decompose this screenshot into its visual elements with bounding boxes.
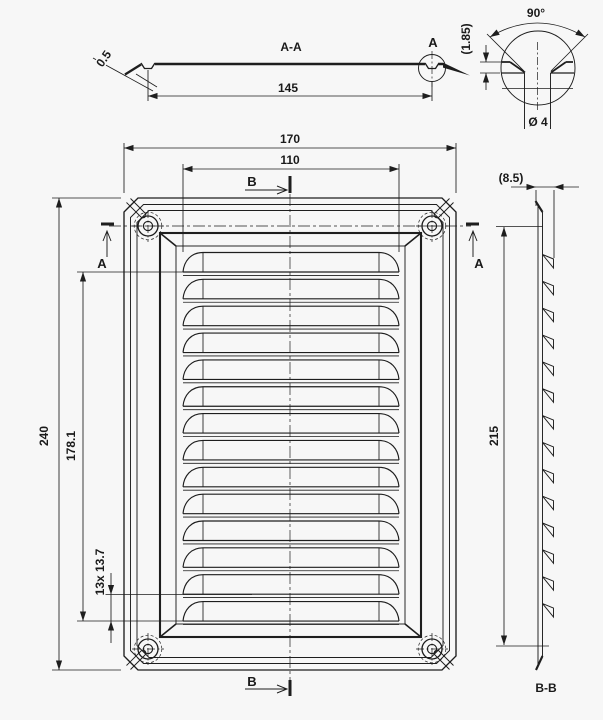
louver-end-curve xyxy=(183,521,399,541)
dimension-arrowhead xyxy=(483,53,489,63)
sheet-thickness-dimension: (1.85) xyxy=(459,23,473,55)
louver-end-curve xyxy=(183,253,399,273)
louver xyxy=(183,333,399,353)
louver xyxy=(183,575,399,595)
front-view xyxy=(37,132,484,696)
louver-tooth xyxy=(543,550,554,564)
louver xyxy=(183,494,399,514)
louver-tooth xyxy=(543,496,554,510)
section-b-marker-bottom: B xyxy=(247,674,257,689)
panel-bevel-outer xyxy=(160,233,421,637)
louver-span-dimension: 178.1 xyxy=(64,430,78,462)
countersink-angle-dimension: 90° xyxy=(526,6,546,20)
section-bb-view xyxy=(487,171,579,695)
louver-tooth xyxy=(543,523,554,537)
louver xyxy=(183,279,399,299)
dimension-arrowhead xyxy=(56,661,62,671)
louver-tooth xyxy=(543,442,554,456)
louver-array xyxy=(183,253,399,625)
dimension-arrowhead xyxy=(80,272,86,282)
overall-height-dimension: 240 xyxy=(37,425,51,447)
louver-tooth xyxy=(543,604,554,618)
louver xyxy=(183,360,399,380)
dimension-arrowhead xyxy=(483,73,489,83)
dimension-arrowhead xyxy=(183,166,193,172)
overall-width-dimension: 170 xyxy=(279,132,301,146)
section-aa-label: A-A xyxy=(280,40,302,54)
hole-pitch-dimension: 215 xyxy=(487,425,501,447)
detail-marker-label: A xyxy=(428,35,438,50)
louver-end-curve xyxy=(183,387,399,407)
louver-tooth xyxy=(543,308,554,322)
dimension-arrowhead xyxy=(447,145,457,151)
louver-end-curve xyxy=(183,333,399,353)
dimension-arrowhead xyxy=(501,636,507,646)
section-a-marker-left: A xyxy=(97,256,107,271)
louver-end-curve xyxy=(183,467,399,487)
inner-width-dimension: 110 xyxy=(280,153,300,167)
detail-a-view xyxy=(459,6,588,129)
profile-edge-wedge xyxy=(443,63,470,76)
louver-end-curve xyxy=(183,440,399,460)
louver-tooth xyxy=(543,469,554,483)
louver-end-curve xyxy=(183,494,399,514)
profile-face-lines xyxy=(538,204,543,667)
louver xyxy=(183,602,399,622)
louver-tooth xyxy=(543,389,554,403)
thickness-dimension: 0.5 xyxy=(93,47,115,70)
louver xyxy=(183,414,399,434)
louver-pitch-dimension: 13x 13.7 xyxy=(93,548,107,596)
louver-end-curve xyxy=(183,279,399,299)
section-bb-label: B-B xyxy=(535,681,557,695)
louver-end-curve xyxy=(183,602,399,622)
louver xyxy=(183,253,399,273)
louver-tooth xyxy=(543,281,554,295)
dimension-arrowhead xyxy=(80,612,86,622)
louver xyxy=(183,440,399,460)
louver-tooth xyxy=(543,335,554,349)
louver xyxy=(183,306,399,326)
hole-diameter-dimension: Ø 4 xyxy=(528,115,548,129)
louver-end-curve xyxy=(183,360,399,380)
louver-tooth xyxy=(543,362,554,376)
louver-tooth xyxy=(543,577,554,591)
louver xyxy=(183,467,399,487)
dimension-arrowhead xyxy=(423,93,433,99)
dimension-arrowhead xyxy=(488,29,499,39)
profile-depth-dimension: (8.5) xyxy=(498,171,524,185)
louver-teeth xyxy=(543,255,554,618)
dimension-arrowhead xyxy=(56,198,62,208)
dimension-arrows xyxy=(56,29,587,693)
section-a-marker-right: A xyxy=(474,256,484,271)
louver xyxy=(183,387,399,407)
louver xyxy=(183,548,399,568)
louver-tooth xyxy=(543,416,554,430)
louver-end-curve xyxy=(183,414,399,434)
dimension-arrowhead xyxy=(124,145,134,151)
louver-end-curve xyxy=(183,306,399,326)
dimension-arrowhead xyxy=(108,621,114,631)
louver-tooth xyxy=(543,255,554,269)
section-aa-view xyxy=(93,35,470,101)
louver-end-curve xyxy=(183,575,399,595)
dimension-arrowhead xyxy=(108,585,114,595)
length-dimension: 145 xyxy=(277,81,299,95)
dimension-arrowhead xyxy=(575,29,586,39)
dimension-arrowhead xyxy=(554,184,564,190)
louver-end-curve xyxy=(183,548,399,568)
dimension-arrowhead xyxy=(527,184,537,190)
dimension-arrowhead xyxy=(501,227,507,237)
louver xyxy=(183,521,399,541)
detail-boundary-circle xyxy=(501,31,575,105)
section-b-marker-top: B xyxy=(247,174,257,189)
dimension-arrowhead xyxy=(148,93,158,99)
dimension-arrowhead xyxy=(390,166,400,172)
